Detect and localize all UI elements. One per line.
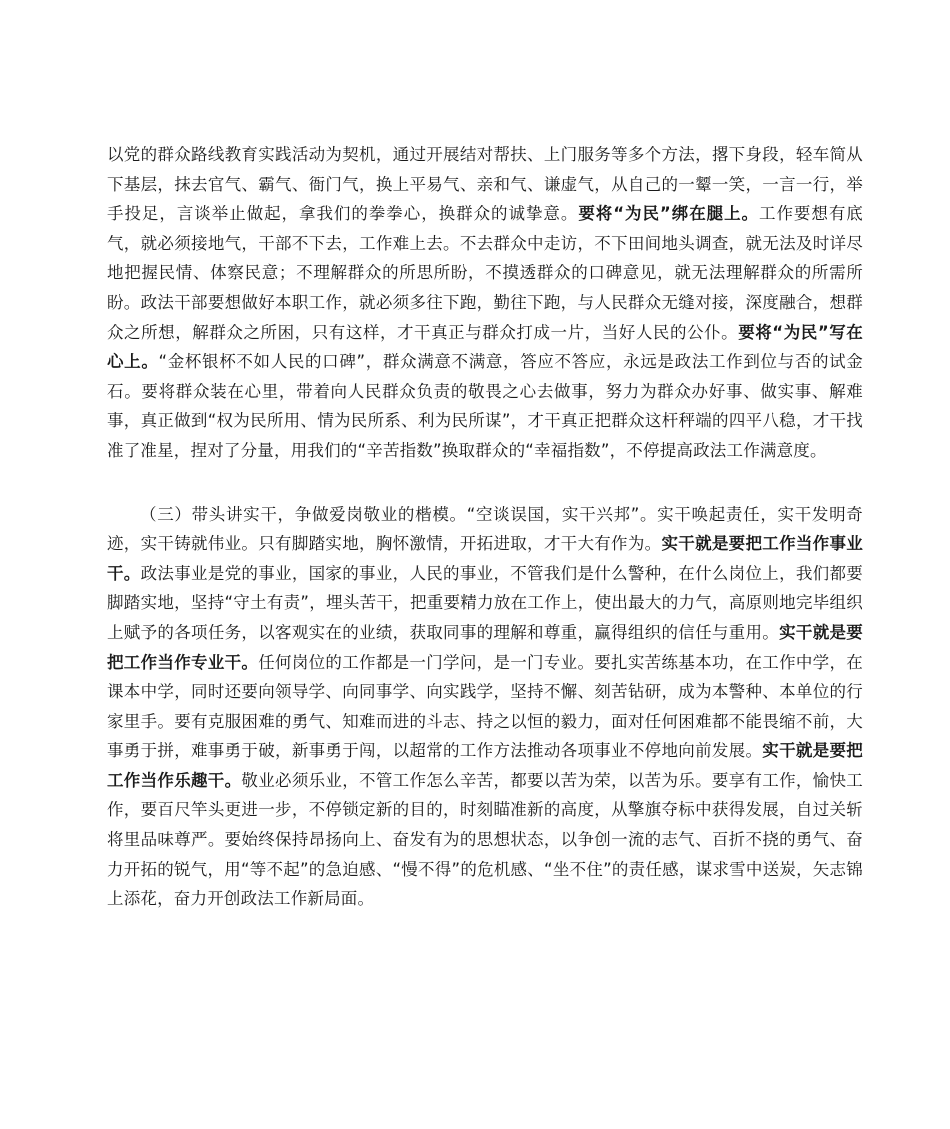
paragraph-2-text-3: 任何岗位的工作都是一门学问，是一门专业。要扎实苦练基本功，在工作中学，在课本中学，同时还要向领导学、向同事学、向实践学，坚持不懈、刻苦钻研，成为本警种、本单位的行家里手。要有克服困难的勇气、知难而进的斗志、持之以恒的毅力，面对任何困难都不能畏缩不前，大事勇于拼，难事勇于破，新事勇于闯，以超常的工作方法推动各项事业不停地向前发展。 xyxy=(107,652,863,761)
paragraph-1-text-3: “金杯银杯不如人民的口碑”，群众满意不满意，答应不答应，永远是政法工作到位与否的试金石。要将群众装在心里，带着向人民群众负责的敬畏之心去做事，努力为群众办好事、做实事、解难事，真正做到“权为民所用、情为民所系、利为民所谋”，才干真正把群众这杆秤端的四平八稳，才干找准了准星，捏对了分量，用我们的“辛苦指数”换取群众的“幸福指数”，不停提高政法工作满意度。 xyxy=(107,352,863,460)
paragraph-1-heading-1: 要将“为民”绑在腿上。 xyxy=(578,204,760,224)
paragraph-2-text-4: 敬业必须乐业，不管工作怎么辛苦，都要以苦为荣，以苦为乐。要享有工作，愉快工作，要百尺竿头更进一步，不停锁定新的目的，时刻瞄准新的高度，从擎旗夺标中获得发展，自过关斩将里品味尊严。要始终保持昂扬向上、奋发有为的思想状态，以争创一流的志气、百折不挠的勇气、奋力开拓的锐气，用“等不起”的急迫感、“慢不得”的危机感、“坐不住”的责任感，谋求雪中送炭，矢志锦上添花，奋力开创政法工作新局面。 xyxy=(107,770,863,909)
paragraph-2 xyxy=(107,500,863,914)
paragraph-2-heading-3: 实干就是要把工作当作乐趣干。 xyxy=(107,741,863,790)
paragraph-2-text-1: （三）带头讲实干，争做爱岗敬业的楷模。“空谈误国，实干兴邦”。实干唤起责任，实干发明奇迹，实干铸就伟业。只有脚踏实地，胸怀激情，开拓进取，才干大有作为。 xyxy=(107,504,863,554)
document-page xyxy=(107,140,863,914)
paragraph-1 xyxy=(107,140,863,466)
paragraph-2-heading-2: 实干就是要把工作当作专业干。 xyxy=(107,622,864,672)
paragraph-2-heading-1: 实干就是要把工作当作事业干。 xyxy=(107,534,863,583)
paragraph-1-text-2: 工作要想有底气，就必须接地气，干部不下去，工作难上去。不去群众中走访，不下田间地头调查，就无法及时详尽地把握民情、体察民意；不理解群众的所思所盼，不摸透群众的口碑意见，就无法理解群众的所需所盼。政法干部要想做好本职工作，就必须多往下跑，勤往下跑，与人民群众无缝对接，深度融合，想群众之所想，解群众之所困，只有这样，才干真正与群众打成一片，当好人民的公仆。 xyxy=(107,204,863,342)
paragraph-2-text-2: 政法事业是党的事业，国家的事业，人民的事业，不管我们是什么警种，在什么岗位上，我们都要脚踏实地，坚持“守土有责”，埋头苦干，把重要精力放在工作上，使出最大的力气，高原则地完毕组织上赋予的各项任务，以客观实在的业绩，获取同事的理解和尊重，赢得组织的信任与重用。 xyxy=(107,563,863,642)
paragraph-1-heading-2: 要将“为民”写在心上。 xyxy=(107,322,863,372)
paragraph-1-text-1: 以党的群众路线教育实践活动为契机，通过开展结对帮扶、上门服务等多个方法，撂下身段，轻车简从下基层，抹去官气、霸气、衙门气，换上平易气、亲和气、谦虚气，从自己的一颦一笑，一言一行，举手投足，言谈举止做起，拿我们的拳拳心，换群众的诚挚意。 xyxy=(107,145,863,224)
